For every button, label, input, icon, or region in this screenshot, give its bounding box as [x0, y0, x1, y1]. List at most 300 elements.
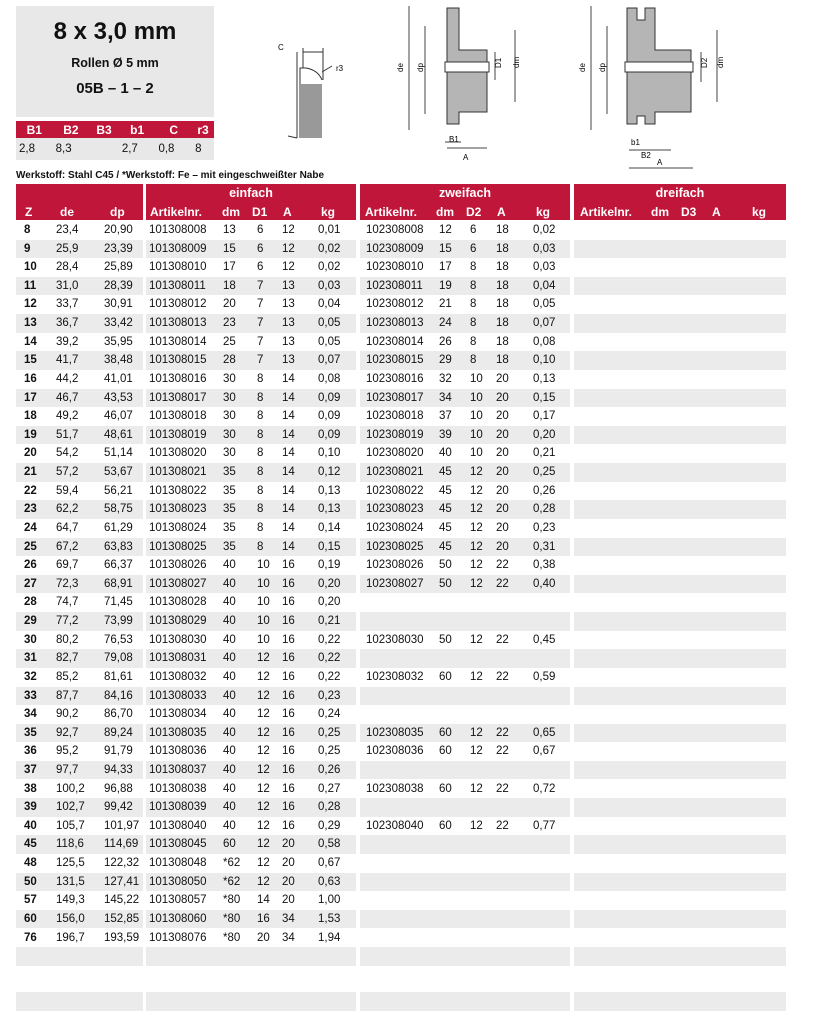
cell-zweifach-d2: 8 [470, 261, 477, 274]
cell-einfach-a: 14 [282, 484, 295, 497]
row-stripe [16, 992, 143, 1011]
cell-dp: 86,70 [104, 708, 133, 721]
cell-einfach-art: 101308040 [149, 819, 207, 832]
cell-einfach-dm: 40 [223, 708, 236, 721]
cell-dp: 114,69 [104, 838, 139, 851]
dims-header-b1: B1 [16, 121, 53, 138]
cell-dp: 63,83 [104, 540, 133, 553]
cell-einfach-kg: 0,05 [318, 335, 341, 348]
dims-header-c: C [155, 121, 192, 138]
cell-einfach-art: 101308018 [149, 410, 207, 423]
cell-z: 11 [24, 279, 37, 292]
cell-zweifach-d2: 12 [470, 577, 483, 590]
cell-einfach-kg: 0,04 [318, 298, 341, 311]
cell-dp: 99,42 [104, 801, 133, 814]
cell-einfach-dm: 40 [223, 559, 236, 572]
cell-einfach-art: 101308031 [149, 652, 207, 665]
cell-zweifach-a: 18 [496, 335, 509, 348]
cell-einfach-d1: 8 [257, 410, 264, 423]
cell-einfach-kg: 1,00 [318, 894, 341, 907]
cell-einfach-dm: 35 [223, 521, 236, 534]
cell-einfach-a: 20 [282, 875, 295, 888]
cell-zweifach-a: 18 [496, 354, 509, 367]
cell-zweifach-kg: 0,04 [533, 279, 556, 292]
cell-zweifach-dm: 17 [439, 261, 452, 274]
cell-einfach-kg: 0,13 [318, 484, 341, 497]
cell-zweifach-kg: 0,03 [533, 261, 556, 274]
cell-einfach-art: 101308032 [149, 670, 207, 683]
cell-einfach-dm: 40 [223, 652, 236, 665]
cell-zweifach-dm: 60 [439, 726, 452, 739]
cell-zweifach-kg: 0,02 [533, 224, 556, 236]
cell-z: 19 [24, 428, 37, 441]
cell-einfach-d1: 12 [257, 875, 270, 888]
cell-einfach-kg: 0,09 [318, 410, 341, 423]
cell-z: 40 [24, 819, 37, 832]
cell-einfach-d1: 12 [257, 652, 270, 665]
cell-dp: 145,22 [104, 894, 140, 907]
double-label-b2: B2 [641, 151, 651, 160]
cell-zweifach-dm: 45 [439, 540, 452, 553]
cell-einfach-art: 101308033 [149, 689, 207, 702]
cell-einfach-art: 101308014 [149, 335, 207, 348]
cell-zweifach-art: 102308014 [366, 335, 424, 348]
cell-de: 28,4 [56, 261, 79, 274]
cell-zweifach-art: 102308030 [366, 633, 424, 646]
cell-zweifach-kg: 0,05 [533, 298, 556, 311]
cell-zweifach-dm: 60 [439, 782, 452, 795]
cell-einfach-a: 14 [282, 521, 295, 534]
cell-zweifach-kg: 0,13 [533, 372, 556, 385]
cell-z: 14 [24, 335, 37, 348]
cell-zweifach-a: 20 [496, 521, 509, 534]
cell-dp: 28,39 [104, 279, 133, 292]
cell-einfach-kg: 0,12 [318, 466, 341, 479]
cell-einfach-d1: 12 [257, 689, 270, 702]
cell-zweifach-kg: 0,08 [533, 335, 556, 348]
cell-zweifach-kg: 0,40 [533, 577, 556, 590]
header-zweifach-title: zweifach [438, 186, 492, 200]
cell-de: 23,4 [56, 224, 79, 236]
row-stripe [574, 426, 786, 445]
row-stripe [574, 873, 786, 892]
cell-zweifach-kg: 0,15 [533, 391, 556, 404]
cell-zweifach-a: 22 [496, 633, 509, 646]
cell-de: 41,7 [56, 354, 79, 367]
cell-z: 20 [24, 447, 37, 460]
cell-zweifach-kg: 0,28 [533, 503, 556, 516]
cell-einfach-art: 101308016 [149, 372, 207, 385]
cell-de: 125,5 [56, 857, 85, 870]
dims-header-row [16, 121, 214, 138]
cell-einfach-art: 101308028 [149, 596, 207, 609]
cell-z: 34 [24, 708, 37, 721]
cell-z: 29 [24, 615, 37, 628]
header-zweifach [360, 184, 570, 220]
cell-zweifach-art: 102308035 [366, 726, 424, 739]
cell-einfach-dm: *80 [223, 931, 241, 944]
cell-z: 28 [24, 596, 37, 609]
header-dreifach [574, 184, 786, 220]
cell-einfach-kg: 0,21 [318, 615, 341, 628]
dims-value-row [16, 138, 214, 160]
cell-einfach-a: 16 [282, 652, 295, 665]
cell-einfach-d1: 8 [257, 484, 264, 497]
cell-zweifach-art: 102308024 [366, 521, 424, 534]
cell-z: 15 [24, 354, 37, 367]
cell-zweifach-kg: 0,26 [533, 484, 556, 497]
cell-einfach-d1: 12 [257, 708, 270, 721]
cell-de: 59,4 [56, 484, 79, 497]
cell-einfach-art: 101308027 [149, 577, 207, 590]
cell-einfach-d1: 8 [257, 503, 264, 516]
cell-zweifach-a: 20 [496, 540, 509, 553]
cell-einfach-d1: 7 [257, 279, 264, 292]
cell-de: 64,7 [56, 521, 79, 534]
cell-einfach-dm: 30 [223, 410, 236, 423]
cell-einfach-d1: 8 [257, 391, 264, 404]
cell-zweifach-d2: 8 [470, 354, 477, 367]
cell-zweifach-art: 102308026 [366, 559, 424, 572]
cell-zweifach-dm: 26 [439, 335, 452, 348]
cell-zweifach-dm: 60 [439, 819, 452, 832]
cell-einfach-art: 101308012 [149, 298, 207, 311]
cell-de: 156,0 [56, 912, 85, 925]
cell-einfach-kg: 0,01 [318, 224, 341, 236]
cell-dp: 76,53 [104, 633, 133, 646]
cell-zweifach-a: 20 [496, 447, 509, 460]
double-label-b1: b1 [631, 138, 640, 147]
cell-einfach-d1: 12 [257, 819, 270, 832]
cell-zweifach-a: 20 [496, 484, 509, 497]
cell-dp: 23,39 [104, 242, 133, 255]
row-stripe [574, 687, 786, 706]
header-einfach-kg: kg [321, 205, 336, 219]
cell-einfach-d1: 14 [257, 894, 270, 907]
cell-zweifach-d2: 6 [470, 224, 477, 236]
cell-z: 22 [24, 484, 37, 497]
cell-z: 60 [24, 912, 37, 925]
cell-zweifach-art: 102308008 [366, 224, 424, 236]
cell-einfach-kg: 0,22 [318, 652, 341, 665]
cell-z: 48 [24, 857, 37, 870]
cell-zweifach-kg: 0,77 [533, 819, 556, 832]
cell-einfach-dm: 15 [223, 242, 236, 255]
cell-einfach-dm: 40 [223, 726, 236, 739]
cell-einfach-a: 16 [282, 708, 295, 721]
cell-zweifach-kg: 0,65 [533, 726, 556, 739]
cell-de: 51,7 [56, 428, 79, 441]
cell-zweifach-d2: 12 [470, 503, 483, 516]
cell-zweifach-d2: 8 [470, 279, 477, 292]
cell-zweifach-a: 20 [496, 428, 509, 441]
cell-zweifach-d2: 8 [470, 298, 477, 311]
cell-zweifach-kg: 0,45 [533, 633, 556, 646]
cell-zweifach-a: 22 [496, 726, 509, 739]
header-zweifach-art: Artikelnr. [365, 205, 418, 219]
cell-einfach-kg: 1,94 [318, 931, 341, 944]
cell-einfach-a: 12 [282, 261, 295, 274]
cell-z: 25 [24, 540, 37, 553]
cell-zweifach-d2: 12 [470, 484, 483, 497]
cell-dp: 193,59 [104, 931, 140, 944]
cell-dp: 43,53 [104, 391, 133, 404]
cell-dp: 84,16 [104, 689, 133, 702]
cell-dp: 122,32 [104, 857, 140, 870]
cell-einfach-art: 101308022 [149, 484, 207, 497]
cell-einfach-dm: 40 [223, 689, 236, 702]
cell-zweifach-a: 22 [496, 745, 509, 758]
cell-einfach-d1: 12 [257, 801, 270, 814]
cell-de: 87,7 [56, 689, 79, 702]
cell-zweifach-kg: 0,10 [533, 354, 556, 367]
row-stripe [360, 761, 570, 780]
cell-zweifach-kg: 0,72 [533, 782, 556, 795]
cell-einfach-a: 14 [282, 391, 295, 404]
cell-einfach-dm: 30 [223, 372, 236, 385]
cell-dp: 79,08 [104, 652, 133, 665]
cell-einfach-a: 16 [282, 763, 295, 776]
cell-zweifach-art: 102308027 [366, 577, 424, 590]
cell-einfach-kg: 0,25 [318, 726, 341, 739]
cell-de: 33,7 [56, 298, 79, 311]
cell-dp: 152,85 [104, 912, 140, 925]
cell-dp: 33,42 [104, 317, 133, 330]
cell-zweifach-dm: 39 [439, 428, 452, 441]
cell-zweifach-a: 22 [496, 577, 509, 590]
row-stripe [360, 873, 570, 892]
cell-einfach-d1: 10 [257, 559, 270, 572]
dims-header-b2: B2 [53, 121, 90, 138]
cell-einfach-a: 14 [282, 372, 295, 385]
cell-de: 25,9 [56, 242, 79, 255]
cell-dp: 94,33 [104, 763, 133, 776]
cell-zweifach-art: 102308025 [366, 540, 424, 553]
cell-zweifach-a: 18 [496, 261, 509, 274]
cell-einfach-kg: 0,29 [318, 819, 341, 832]
dims-value-b3 [89, 138, 119, 160]
cell-zweifach-d2: 12 [470, 670, 483, 683]
cell-zweifach-kg: 0,25 [533, 466, 556, 479]
cell-dp: 53,67 [104, 466, 133, 479]
cell-einfach-art: 101308038 [149, 782, 207, 795]
cell-dp: 96,88 [104, 782, 133, 795]
cell-de: 85,2 [56, 670, 79, 683]
cell-einfach-kg: 0,22 [318, 670, 341, 683]
cell-einfach-dm: 28 [223, 354, 236, 367]
dims-value-b1: 2,8 [16, 138, 53, 160]
cell-zweifach-a: 20 [496, 503, 509, 516]
cell-zweifach-a: 18 [496, 279, 509, 292]
cell-dp: 46,07 [104, 410, 133, 423]
cell-einfach-kg: 0,63 [318, 875, 341, 888]
cell-dp: 101,97 [104, 819, 140, 832]
cell-zweifach-dm: 21 [439, 298, 452, 311]
cell-einfach-a: 14 [282, 466, 295, 479]
cell-zweifach-art: 102308018 [366, 410, 424, 423]
dims-value-b2: 8,3 [53, 138, 90, 160]
cell-einfach-a: 16 [282, 745, 295, 758]
double-label-a: A [657, 158, 663, 167]
header-zweifach-d2: D2 [466, 205, 482, 219]
row-stripe [574, 463, 786, 482]
cell-einfach-a: 16 [282, 726, 295, 739]
cell-einfach-d1: 7 [257, 298, 264, 311]
cell-zweifach-kg: 0,38 [533, 559, 556, 572]
cell-zweifach-kg: 0,31 [533, 540, 556, 553]
row-stripe [574, 314, 786, 333]
cell-zweifach-a: 18 [496, 298, 509, 311]
cell-z: 45 [24, 838, 37, 851]
cell-dp: 91,79 [104, 745, 133, 758]
header-base [16, 184, 143, 220]
row-stripe [574, 649, 786, 668]
cell-dp: 66,37 [104, 559, 133, 572]
cell-einfach-a: 16 [282, 615, 295, 628]
double-sprocket-diagram [575, 2, 725, 174]
cell-einfach-art: 101308035 [149, 726, 207, 739]
cell-zweifach-dm: 32 [439, 372, 452, 385]
row-stripe [16, 947, 143, 966]
cell-zweifach-d2: 12 [470, 726, 483, 739]
cell-einfach-dm: 20 [223, 298, 236, 311]
material-note: Werkstoff: Stahl C45 / *Werkstoff: Fe – mit eingeschweißter Nabe [16, 170, 325, 181]
cell-einfach-d1: 10 [257, 596, 270, 609]
row-stripe [574, 240, 786, 259]
cell-einfach-kg: 0,67 [318, 857, 341, 870]
cell-de: 72,3 [56, 577, 79, 590]
cell-einfach-a: 14 [282, 503, 295, 516]
single-label-dm: dm [512, 56, 521, 68]
cell-einfach-kg: 0,25 [318, 745, 341, 758]
cell-einfach-dm: 35 [223, 466, 236, 479]
cell-einfach-d1: 10 [257, 633, 270, 646]
dims-header-b3: B3 [89, 121, 119, 138]
cell-de: 95,2 [56, 745, 79, 758]
cell-einfach-dm: 23 [223, 317, 236, 330]
cell-de: 102,7 [56, 801, 85, 814]
cell-einfach-d1: 7 [257, 354, 264, 367]
cell-dp: 127,41 [104, 875, 140, 888]
cell-einfach-art: 101308015 [149, 354, 207, 367]
cell-zweifach-art: 102308021 [366, 466, 424, 479]
cell-zweifach-kg: 0,59 [533, 670, 556, 683]
cell-einfach-dm: 17 [223, 261, 236, 274]
cell-de: 82,7 [56, 652, 79, 665]
cell-einfach-kg: 0,02 [318, 242, 341, 255]
cell-einfach-kg: 0,27 [318, 782, 341, 795]
cell-einfach-art: 101308019 [149, 428, 207, 441]
row-stripe [360, 649, 570, 668]
cell-einfach-d1: 6 [257, 242, 264, 255]
cell-einfach-kg: 0,09 [318, 428, 341, 441]
cell-zweifach-art: 102308020 [366, 447, 424, 460]
cell-einfach-a: 14 [282, 410, 295, 423]
cell-z: 17 [24, 391, 37, 404]
cell-einfach-a: 34 [282, 912, 295, 925]
header-zweifach-a: A [497, 205, 506, 219]
cell-zweifach-kg: 0,21 [533, 447, 556, 460]
cell-einfach-dm: 40 [223, 819, 236, 832]
cell-de: 67,2 [56, 540, 79, 553]
cell-zweifach-a: 20 [496, 391, 509, 404]
cell-zweifach-d2: 10 [470, 447, 483, 460]
double-label-d2: D2 [700, 57, 709, 68]
cell-einfach-dm: 40 [223, 745, 236, 758]
cell-z: 32 [24, 670, 37, 683]
row-stripe [360, 687, 570, 706]
cell-einfach-art: 101308023 [149, 503, 207, 516]
cell-zweifach-dm: 50 [439, 633, 452, 646]
cell-z: 26 [24, 559, 37, 572]
cell-z: 30 [24, 633, 37, 646]
cell-einfach-a: 13 [282, 279, 295, 292]
cell-z: 35 [24, 726, 37, 739]
cell-einfach-dm: 25 [223, 335, 236, 348]
header-einfach-a: A [283, 205, 292, 219]
cell-einfach-art: 101308037 [149, 763, 207, 776]
title-rollen: Rollen Ø 5 mm [71, 56, 159, 70]
header-zweifach-dm: dm [436, 205, 454, 219]
cell-zweifach-d2: 10 [470, 391, 483, 404]
cell-zweifach-dm: 45 [439, 466, 452, 479]
cell-dp: 51,14 [104, 447, 133, 460]
cell-einfach-dm: 40 [223, 615, 236, 628]
cell-de: 62,2 [56, 503, 79, 516]
cell-de: 57,2 [56, 466, 79, 479]
cell-einfach-dm: 35 [223, 484, 236, 497]
cell-einfach-art: 101308021 [149, 466, 207, 479]
cell-zweifach-art: 102308017 [366, 391, 424, 404]
cell-zweifach-dm: 60 [439, 745, 452, 758]
cell-zweifach-a: 22 [496, 819, 509, 832]
row-stripe [574, 992, 786, 1011]
cell-einfach-kg: 0,08 [318, 372, 341, 385]
cell-einfach-a: 16 [282, 670, 295, 683]
cell-einfach-art: 101308009 [149, 242, 207, 255]
dims-value-c: 0,8 [155, 138, 192, 160]
cell-de: 49,2 [56, 410, 79, 423]
cell-dp: 48,61 [104, 428, 133, 441]
cell-z: 33 [24, 689, 37, 702]
cell-einfach-art: 101308030 [149, 633, 207, 646]
row-stripe [360, 947, 570, 966]
cell-einfach-d1: 12 [257, 726, 270, 739]
cell-einfach-dm: *80 [223, 912, 241, 925]
cell-einfach-art: 101308050 [149, 875, 207, 888]
cell-einfach-kg: 0,14 [318, 521, 341, 534]
cell-einfach-a: 16 [282, 689, 295, 702]
cell-zweifach-art: 102308010 [366, 261, 424, 274]
row-stripe [360, 992, 570, 1011]
cell-zweifach-a: 22 [496, 782, 509, 795]
cell-einfach-a: 12 [282, 224, 295, 236]
dims-header-r3: r3 [192, 121, 214, 138]
cell-dp: 35,95 [104, 335, 133, 348]
cell-zweifach-d2: 12 [470, 466, 483, 479]
row-stripe [574, 798, 786, 817]
cell-einfach-a: 16 [282, 596, 295, 609]
row-stripe [574, 389, 786, 408]
cell-einfach-art: 101308013 [149, 317, 207, 330]
cell-zweifach-d2: 12 [470, 782, 483, 795]
cell-einfach-d1: 12 [257, 670, 270, 683]
row-stripe [574, 500, 786, 519]
cell-einfach-art: 101308057 [149, 894, 207, 907]
cell-einfach-kg: 0,10 [318, 447, 341, 460]
cell-dp: 41,01 [104, 372, 133, 385]
cell-einfach-d1: 8 [257, 372, 264, 385]
